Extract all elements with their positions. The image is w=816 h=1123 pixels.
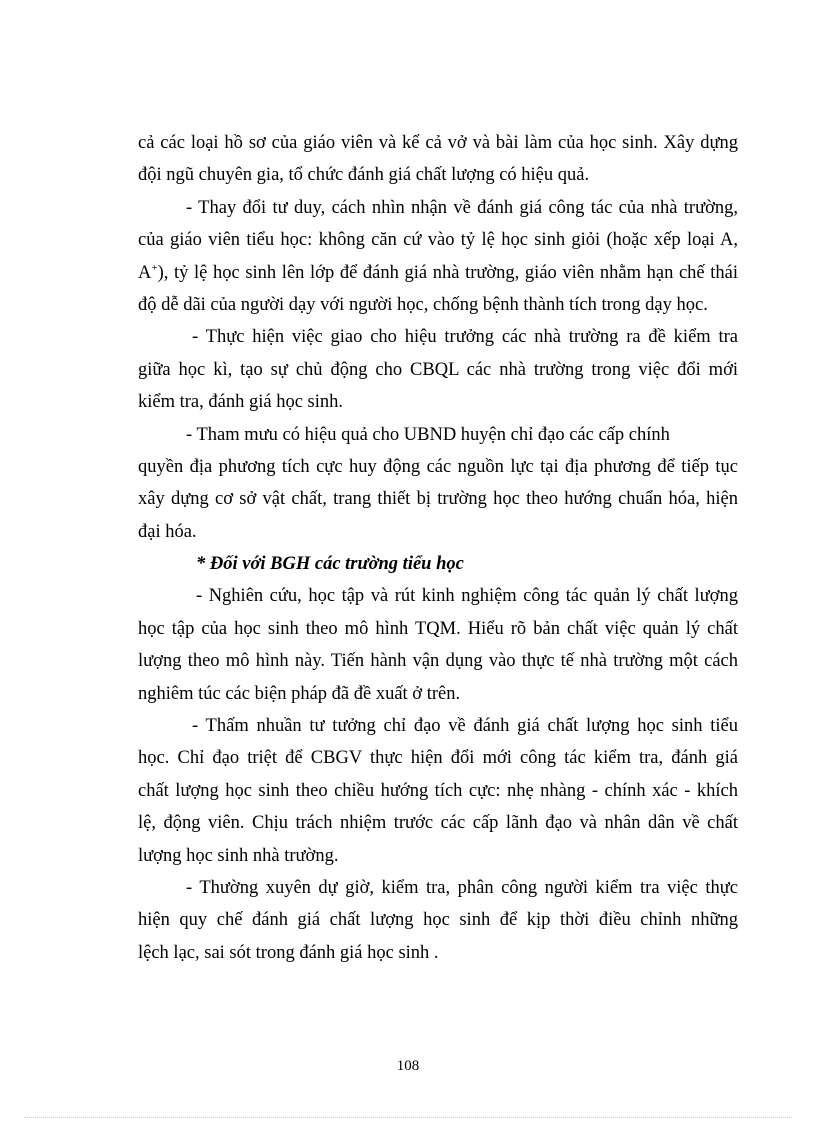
text-line: - Thay đổi tư duy, cách nhìn nhận về đánh giá công tác của nhà trường, — [186, 197, 738, 218]
text-line: lượng theo mô hình này. Tiến hành vận dụng vào thực tế nhà trường một cách — [138, 651, 738, 672]
text-line: - Nghiên cứu, học tập và rút kinh nghiệm công tác quản lý chất lượng — [196, 586, 738, 607]
text-line: - Thấm nhuần tư tưởng chỉ đạo về đánh giá chất lượng học sinh tiểu — [192, 716, 738, 737]
text-line: đội ngũ chuyên gia, tổ chức đánh giá chất lượng có hiệu quả. — [138, 165, 590, 186]
text-line: kiểm tra, đánh giá học sinh. — [138, 392, 343, 413]
text-line: độ dễ dãi của người dạy với người học, chống bệnh thành tích trong dạy học. — [138, 294, 708, 315]
text-line: nghiêm túc các biện pháp đã đề xuất ở trên. — [138, 683, 461, 704]
text-line: học. Chỉ đạo triệt để CBGV thực hiện đổi mới công tác kiểm tra, đánh giá — [138, 748, 738, 769]
text-line: hiện quy chế đánh giá chất lượng học sinh để kịp thời điều chỉnh những — [138, 910, 738, 931]
text-line: giữa học kì, tạo sự chủ động cho CBQL các nhà trường trong việc đổi mới — [138, 359, 738, 380]
text-line: học tập của học sinh theo mô hình TQM. Hiểu rõ bản chất việc quản lý chất — [138, 618, 738, 639]
text-line: quyền địa phương tích cực huy động các nguồn lực tại địa phương để tiếp tục — [138, 456, 738, 477]
text-line-rest: ), tỷ lệ học sinh lên lớp để đánh giá nhà trường, giáo viên nhằm hạn chế thái — [157, 262, 738, 283]
text-line: của giáo viên tiểu học: không căn cứ vào tỷ lệ học sinh giỏi (hoặc xếp loại A, — [138, 230, 738, 251]
page-number: 108 — [396, 1058, 420, 1074]
text-line: cả các loại hồ sơ của giáo viên và kể cả vở và bài làm của học sinh. Xây dựng — [138, 133, 738, 153]
text-line: lệ, động viên. Chịu trách nhiệm trước các cấp lãnh đạo và nhân dân về chất — [138, 813, 738, 834]
text-line: xây dựng cơ sở vật chất, trang thiết bị trường học theo hướng chuẩn hóa, hiện — [138, 489, 738, 510]
page-bottom-divider — [24, 1117, 792, 1118]
text-line: chất lượng học sinh theo chiều hướng tích cực: nhẹ nhàng - chính xác - khích — [138, 780, 738, 801]
body-text — [138, 127, 738, 969]
text-line: - Thực hiện việc giao cho hiệu trưởng các nhà trường ra đề kiểm tra — [192, 327, 738, 348]
text-line: lượng học sinh nhà trường. — [138, 845, 339, 866]
section-heading: * Đối với BGH các trường tiểu học — [196, 554, 464, 575]
text-line: - Tham mưu có hiệu quả cho UBND huyện chỉ đạo các cấp chính — [186, 424, 670, 445]
text-line: - Thường xuyên dự giờ, kiểm tra, phân công người kiểm tra việc thực — [186, 877, 738, 898]
text-line: đại hóa. — [138, 521, 197, 542]
text-line: A+), tỷ lệ học sinh lên lớp để đánh giá nhà trường, giáo viên nhằm hạn chế thái — [138, 261, 738, 283]
text-line: lệch lạc, sai sót trong đánh giá học sinh . — [138, 942, 439, 963]
